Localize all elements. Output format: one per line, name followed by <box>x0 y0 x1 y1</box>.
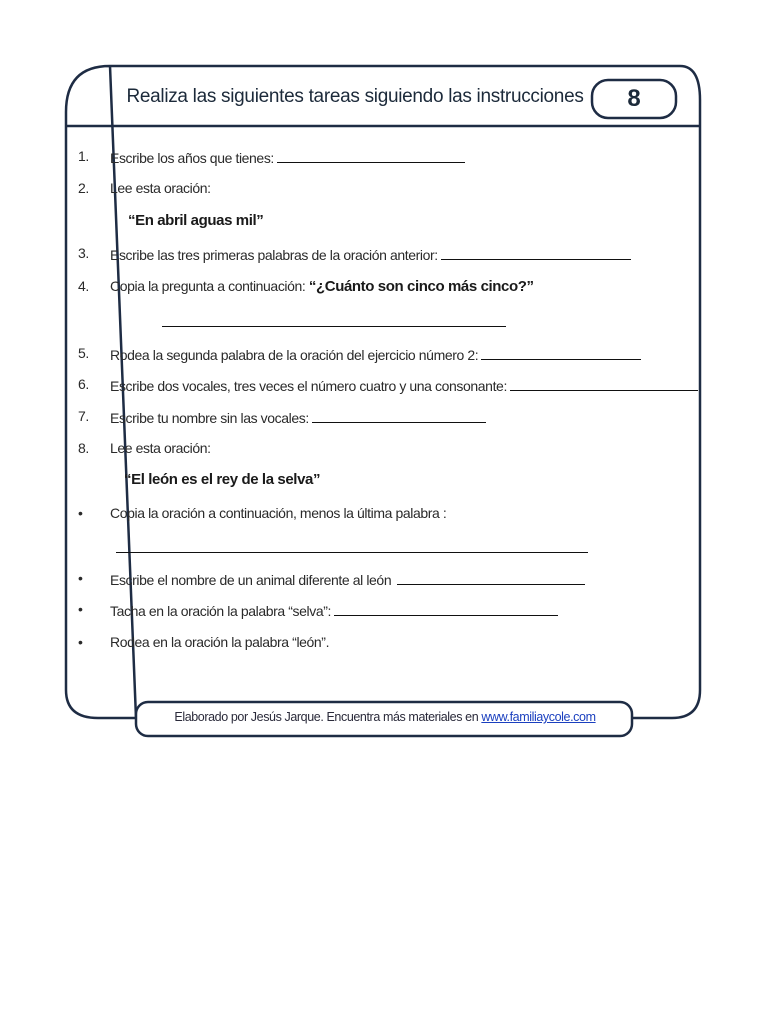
answer-blank[interactable] <box>312 408 486 423</box>
answer-blank[interactable] <box>334 601 558 616</box>
bullet-marker: • <box>78 570 83 586</box>
task-text: Rodea la segunda palabra de la oración del ejercicio número 2: <box>110 345 641 363</box>
worksheet-number-badge: 8 <box>627 85 641 112</box>
answer-blank-copy-question[interactable] <box>162 326 506 327</box>
task-number: 7. <box>78 408 89 424</box>
task-text: Lee esta oración: <box>110 180 211 196</box>
task-text: Escribe los años que tienes: <box>110 148 465 166</box>
task-text: Copia la oración a continuación, menos la última palabra : <box>110 505 447 521</box>
task-number: 3. <box>78 245 89 261</box>
task-text: Escribe el nombre de un animal diferente al león <box>110 570 585 588</box>
task-number: 6. <box>78 376 89 392</box>
task-text: Lee esta oración: <box>110 440 211 456</box>
footer-link[interactable]: www.familiaycole.com <box>481 710 596 724</box>
task-text: Escribe tu nombre sin las vocales: <box>110 408 486 426</box>
task-number: 4. <box>78 278 89 294</box>
answer-blank[interactable] <box>510 376 698 391</box>
bullet-marker: • <box>78 601 83 617</box>
task-text: Rodea en la oración la palabra “león”. <box>110 634 330 650</box>
worksheet-title: Realiza las siguientes tareas siguiendo las instrucciones <box>126 86 584 107</box>
quote-sentence-2: “El león es el rey de la selva” <box>124 471 321 488</box>
task-number: 2. <box>78 180 89 196</box>
answer-blank[interactable] <box>397 570 585 585</box>
bullet-marker: • <box>78 634 83 650</box>
task-text: Tacha en la oración la palabra “selva”: <box>110 601 558 619</box>
quote-sentence-1: “En abril aguas mil” <box>128 212 264 229</box>
task-number: 8. <box>78 440 89 456</box>
task-text: Copia la pregunta a continuación: “¿Cuánto son cinco más cinco?” <box>110 278 534 295</box>
task-text: Escribe dos vocales, tres veces el número cuatro y una consonante: <box>110 376 698 394</box>
bullet-marker: • <box>78 505 83 521</box>
answer-blank[interactable] <box>277 148 465 163</box>
task-text: Escribe las tres primeras palabras de la oración anterior: <box>110 245 631 263</box>
answer-blank[interactable] <box>481 345 641 360</box>
footer-text: Elaborado por Jesús Jarque. Encuentra más materiales en <box>174 710 482 724</box>
task-number: 1. <box>78 148 89 164</box>
footer-credit <box>140 710 630 724</box>
answer-blank-copy-sentence[interactable] <box>116 552 588 553</box>
answer-blank[interactable] <box>441 245 631 260</box>
task-number: 5. <box>78 345 89 361</box>
